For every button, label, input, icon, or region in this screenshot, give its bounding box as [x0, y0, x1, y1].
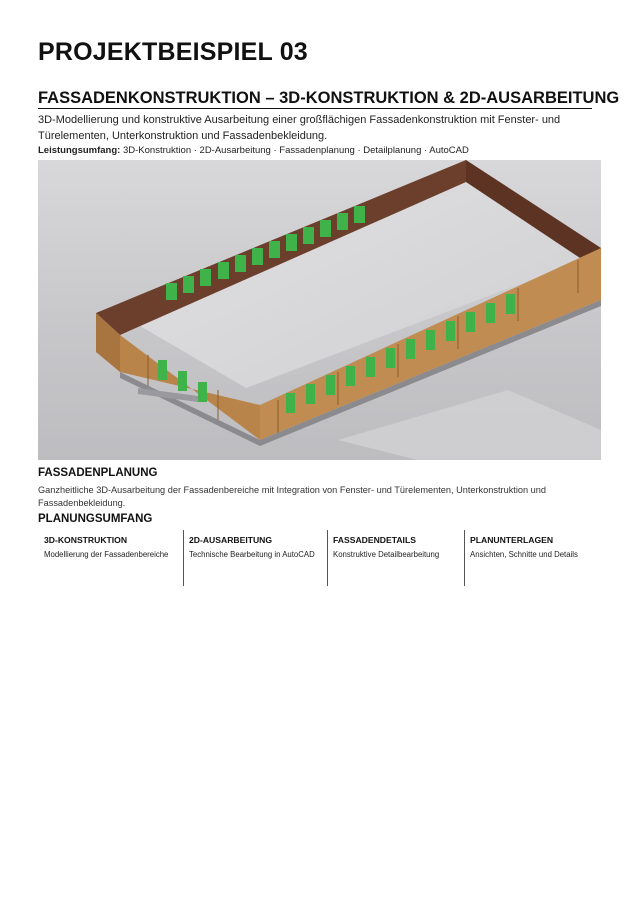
section-title: FASSADENKONSTRUKTION – 3D-KONSTRUKTION & 2D-AUSARBEITUNG	[38, 89, 620, 107]
scope-item-title: 2D-AUSARBEITUNG	[189, 535, 273, 545]
scope-item-plan-documents	[464, 530, 598, 586]
planning-title: FASSADENPLANUNG	[38, 467, 158, 479]
service-scope-line	[38, 145, 598, 157]
intro-line-1: 3D-Modellierung und konstruktive Ausarbeitung einer großflächigen Fassadenkonstruktion mit Fenster- und	[38, 114, 561, 126]
scope-item-description: Modellierung der Fassadenbereiche	[44, 550, 169, 559]
intro-paragraph	[38, 112, 598, 144]
scope-section-title: PLANUNGSUMFANG	[38, 513, 153, 525]
planning-line-2: Fassadenbekleidung.	[38, 498, 126, 508]
scope-item-description: Technische Bearbeitung in AutoCAD	[189, 550, 315, 559]
page-title: PROJEKTBEISPIEL 03	[38, 38, 308, 66]
scope-item-description: Konstruktive Detailbearbeitung	[333, 550, 440, 559]
facade-3d-render	[38, 160, 601, 460]
intro-line-2: Türelementen, Unterkonstruktion und Fassadenbekleidung.	[38, 130, 328, 142]
scope-item-facade-details	[327, 530, 464, 586]
service-scope-label: Leistungsumfang:	[38, 145, 121, 156]
scope-item-2d-elaboration	[183, 530, 327, 586]
scope-item-3d-construction	[38, 530, 183, 586]
scope-grid	[38, 530, 598, 586]
planning-line-1: Ganzheitliche 3D-Ausarbeitung der Fassadenbereiche mit Integration von Fenster- und Türelementen, Unterkonstruktion und	[38, 485, 546, 495]
scope-item-title: FASSADENDETAILS	[333, 535, 416, 545]
service-scope-text: 3D-Konstruktion · 2D-Ausarbeitung · Fassadenplanung · Detailplanung · AutoCAD	[120, 145, 469, 156]
title-underline	[38, 108, 592, 109]
scope-item-title: PLANUNTERLAGEN	[470, 535, 554, 545]
scope-item-description: Ansichten, Schnitte und Details	[470, 550, 578, 559]
scope-item-title: 3D-KONSTRUKTION	[44, 535, 128, 545]
planning-paragraph	[38, 484, 578, 510]
